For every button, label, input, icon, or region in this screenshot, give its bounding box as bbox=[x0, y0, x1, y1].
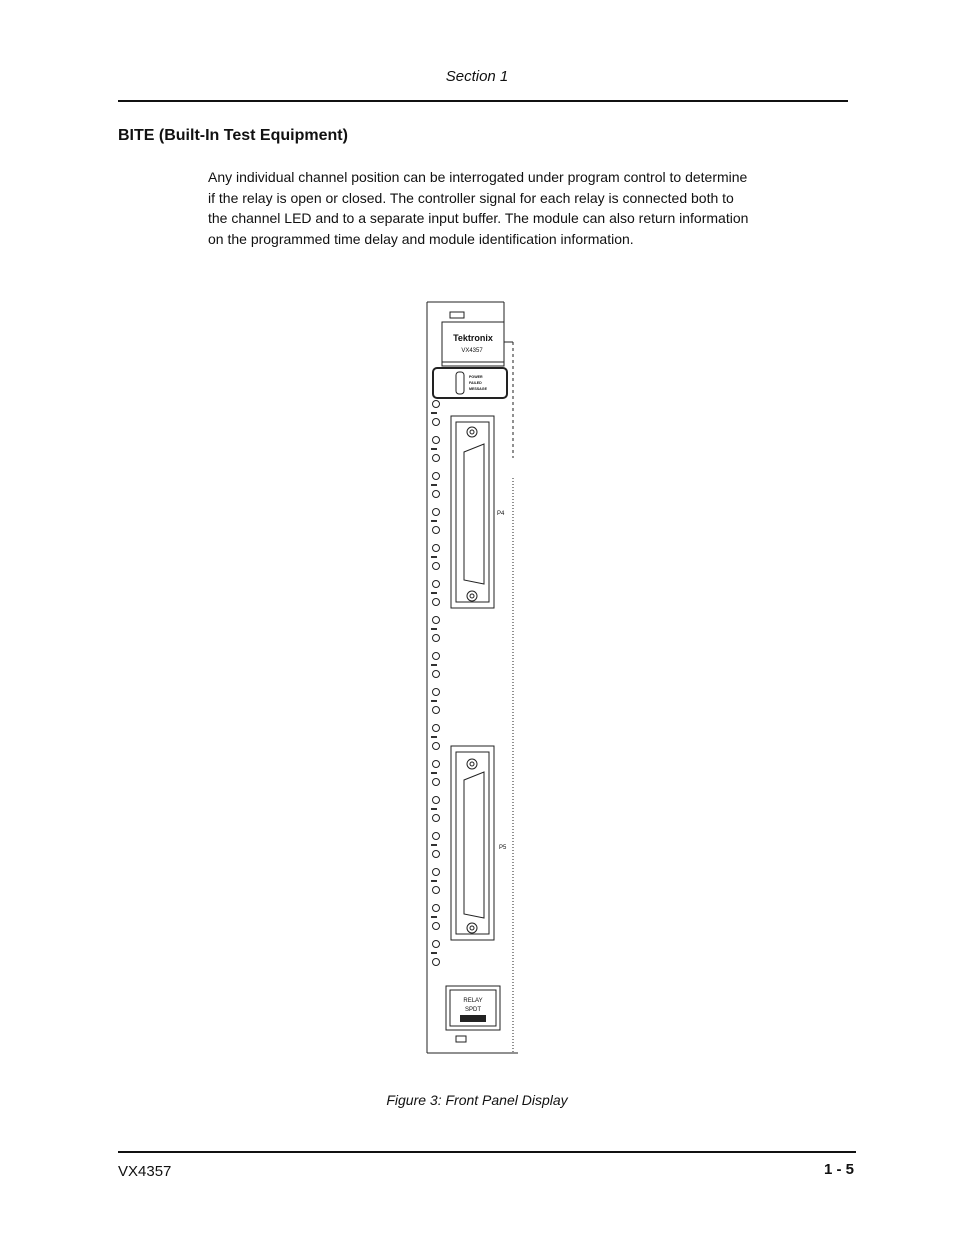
footer-model: VX4357 bbox=[118, 1163, 172, 1180]
status-label-failed: FAILED bbox=[469, 381, 482, 385]
channel-led-tags bbox=[431, 412, 437, 954]
p5-screw-bottom bbox=[467, 923, 477, 933]
channel-led bbox=[433, 419, 440, 426]
channel-led bbox=[433, 743, 440, 750]
channel-led bbox=[433, 941, 440, 948]
channel-led bbox=[433, 455, 440, 462]
channel-led bbox=[433, 851, 440, 858]
channel-led bbox=[433, 491, 440, 498]
front-panel-figure bbox=[420, 298, 530, 1058]
channel-led bbox=[433, 869, 440, 876]
connector-p4-shell bbox=[464, 444, 484, 584]
status-label-power: POWER bbox=[469, 375, 483, 379]
channel-led bbox=[433, 617, 440, 624]
page-number: 1 - 5 bbox=[823, 1161, 854, 1178]
relay-label: RELAY bbox=[463, 998, 483, 1004]
paragraph-line: if the relay is open or closed. The controller signal for each relay is connected both to bbox=[208, 189, 734, 206]
status-led-bar bbox=[456, 372, 464, 394]
front-panel-drawing bbox=[420, 298, 530, 1058]
channel-led bbox=[433, 905, 440, 912]
channel-led bbox=[433, 653, 440, 660]
bottom-handle bbox=[456, 1036, 466, 1042]
connector-p4-label: P4 bbox=[497, 511, 505, 517]
top-handle bbox=[450, 312, 464, 318]
connector-p5-frame bbox=[451, 746, 494, 940]
channel-led bbox=[433, 563, 440, 570]
channel-led bbox=[433, 671, 440, 678]
footer-rule bbox=[118, 1151, 856, 1153]
header-rule bbox=[118, 100, 848, 102]
channel-led bbox=[433, 923, 440, 930]
brand-logo: Tektronix bbox=[453, 333, 493, 343]
channel-led bbox=[433, 437, 440, 444]
status-label-message: MESSAGE bbox=[469, 387, 487, 391]
channel-led bbox=[433, 401, 440, 408]
relay-plate-logo bbox=[460, 1015, 486, 1022]
section-heading: BITE (Built-In Test Equipment) bbox=[118, 127, 348, 144]
channel-led bbox=[433, 797, 440, 804]
paragraph-line: the channel LED and to a separate input buffer. The module can also return information bbox=[208, 210, 749, 226]
model-label: VX4357 bbox=[461, 348, 483, 354]
channel-led bbox=[433, 599, 440, 606]
figure-caption: Figure 3: Front Panel Display bbox=[386, 1092, 568, 1108]
channel-led bbox=[433, 509, 440, 516]
connector-p5-label: P5 bbox=[499, 845, 507, 851]
p5-screw-top bbox=[467, 759, 477, 769]
brand-plate bbox=[442, 322, 504, 366]
p4-screw-top bbox=[467, 427, 477, 437]
channel-led bbox=[433, 527, 440, 534]
paragraph-line: on the programmed time delay and module identification information. bbox=[208, 230, 634, 247]
channel-led bbox=[433, 635, 440, 642]
connector-p5-shell bbox=[464, 772, 484, 918]
channel-led bbox=[433, 779, 440, 786]
channel-led bbox=[433, 725, 440, 732]
body-paragraph bbox=[208, 167, 858, 249]
p4-screw-bottom bbox=[467, 591, 477, 601]
spdt-label: SPDT bbox=[464, 1007, 482, 1013]
paragraph-line: Any individual channel position can be interrogated under program control to determine bbox=[208, 169, 748, 185]
channel-led bbox=[433, 959, 440, 966]
connector-p4-frame bbox=[451, 416, 494, 608]
channel-led bbox=[433, 887, 440, 894]
channel-led bbox=[433, 581, 440, 588]
channel-led bbox=[433, 473, 440, 480]
channel-led bbox=[433, 815, 440, 822]
channel-led bbox=[433, 707, 440, 714]
channel-led bbox=[433, 761, 440, 768]
channel-led bbox=[433, 833, 440, 840]
section-header: Section 1 bbox=[445, 68, 509, 85]
channel-led bbox=[433, 545, 440, 552]
channel-led bbox=[433, 689, 440, 696]
